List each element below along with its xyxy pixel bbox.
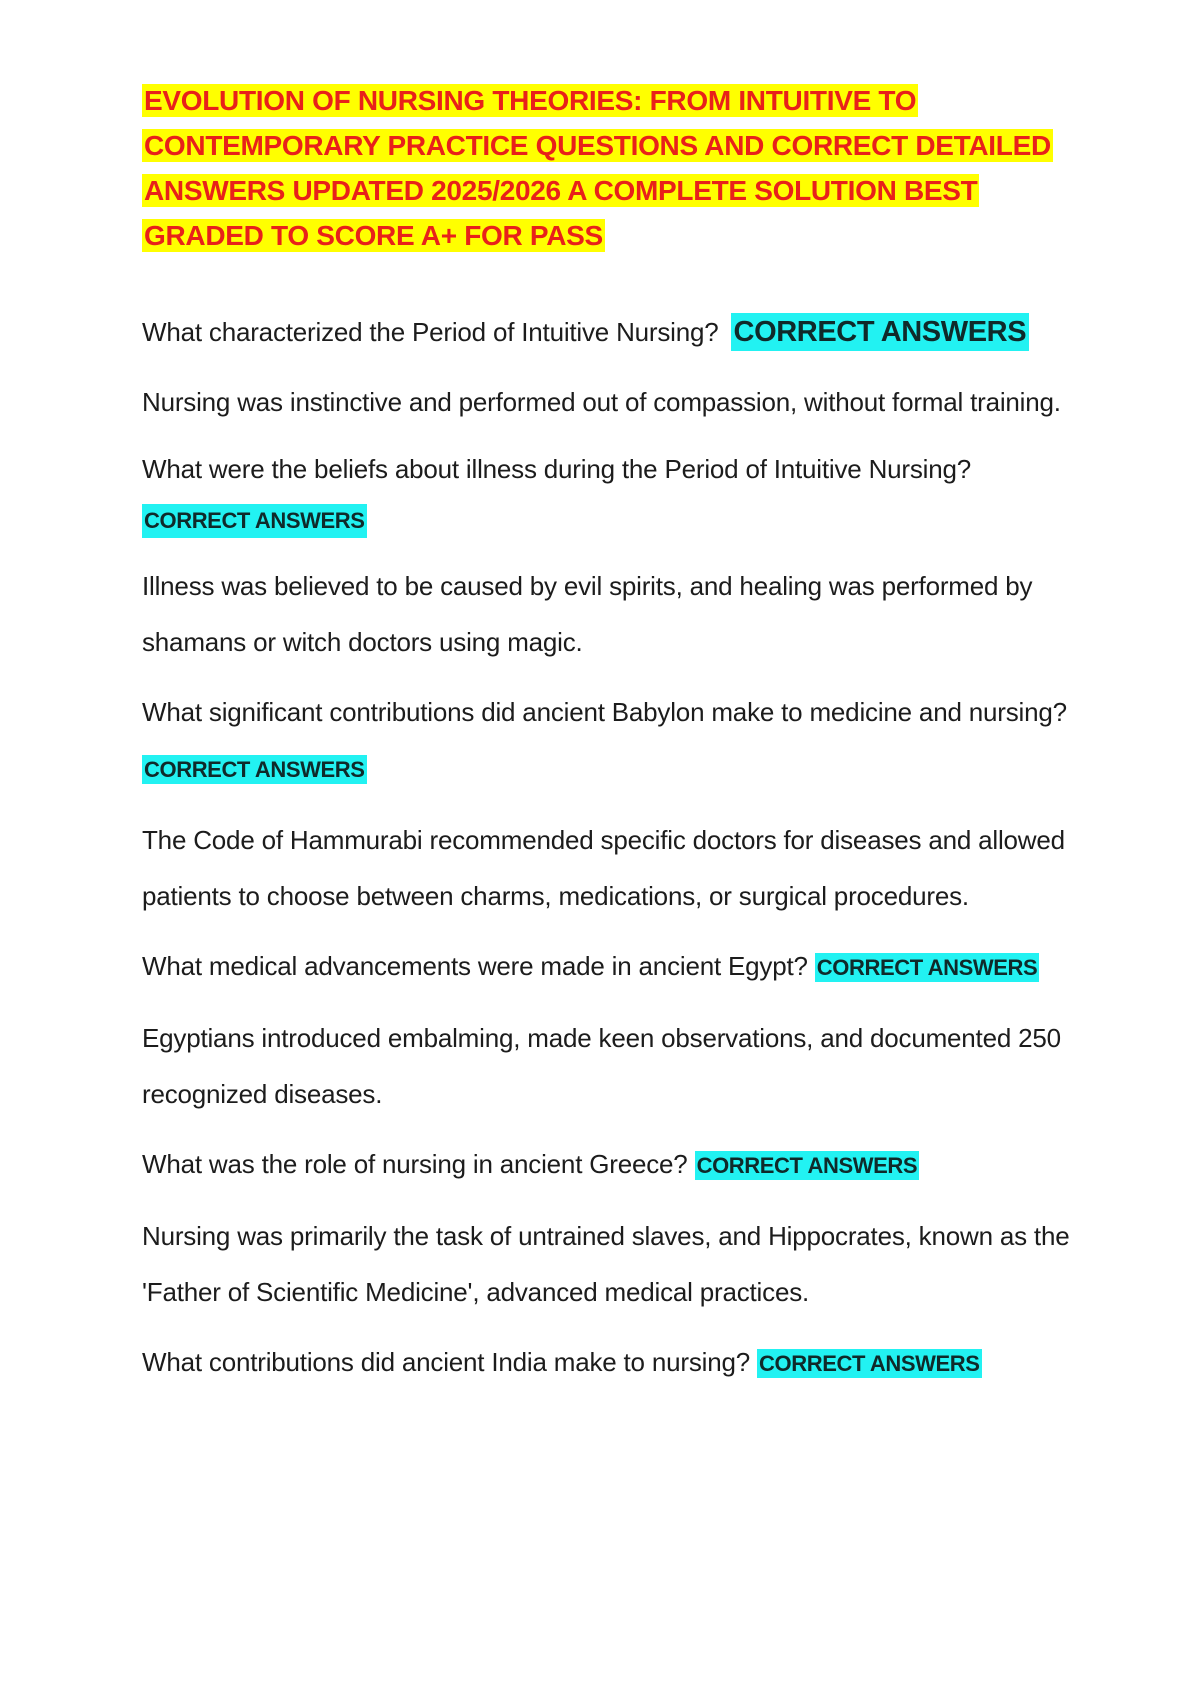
- correct-answers-badge: CORRECT ANSWERS: [696, 1153, 918, 1178]
- answer-text: The Code of Hammurabi recommended specific doctors for diseases and allowed patients to choose between charms, medications, or surgical procedures.: [142, 825, 1065, 911]
- question-label: What was the role of nursing in ancient Greece?: [142, 1149, 688, 1179]
- title-line: EVOLUTION OF NURSING THEORIES: FROM INTUITIVE TO: [144, 85, 917, 116]
- qa-item: [142, 1136, 1072, 1320]
- qa-list: [142, 304, 1072, 1392]
- document-body: [142, 78, 1072, 1406]
- qa-item: [142, 304, 1072, 430]
- qa-item: [142, 684, 1072, 924]
- title-line: ANSWERS UPDATED 2025/2026 A COMPLETE SOLUTION BEST: [144, 175, 978, 206]
- question-text: [142, 444, 1072, 544]
- question-label: What significant contributions did ancient Babylon make to medicine and nursing?: [142, 697, 1067, 727]
- answer-text: Nursing was instinctive and performed out of compassion, without formal training.: [142, 387, 1061, 417]
- question-label: What contributions did ancient India make to nursing?: [142, 1347, 750, 1377]
- question-label: What medical advancements were made in ancient Egypt?: [142, 951, 808, 981]
- correct-answers-badge: CORRECT ANSWERS: [759, 1351, 980, 1376]
- qa-item: [142, 938, 1072, 1122]
- correct-answers-badge: CORRECT ANSWERS: [816, 955, 1038, 980]
- document-title: [142, 78, 1072, 258]
- correct-answers-badge: CORRECT ANSWERS: [142, 504, 367, 538]
- answer-text: Illness was believed to be caused by evil spirits, and healing was performed by shamans or witch doctors using magic.: [142, 571, 1033, 657]
- answer-text: Nursing was primarily the task of untrained slaves, and Hippocrates, known as the 'Father of Scientific Medicine', advanced medical practices.: [142, 1221, 1070, 1307]
- title-line: GRADED TO SCORE A+ FOR PASS: [144, 220, 603, 251]
- question-label: What were the beliefs about illness during the Period of Intuitive Nursing?: [142, 454, 972, 484]
- question-label: What characterized the Period of Intuitive Nursing?: [142, 317, 719, 347]
- question-text: [142, 1334, 1072, 1392]
- question-text: [142, 938, 1072, 996]
- correct-answers-badge: CORRECT ANSWERS: [731, 313, 1030, 351]
- correct-answers-badge: CORRECT ANSWERS: [144, 757, 365, 782]
- title-line: CONTEMPORARY PRACTICE QUESTIONS AND CORRECT DETAILED: [144, 130, 1051, 161]
- question-text: [142, 684, 1072, 798]
- qa-item: [142, 1334, 1072, 1392]
- question-text: [142, 1136, 1072, 1194]
- qa-item: [142, 444, 1072, 670]
- question-text: [142, 304, 1072, 360]
- answer-text: Egyptians introduced embalming, made keen observations, and documented 250 recognized diseases.: [142, 1023, 1061, 1109]
